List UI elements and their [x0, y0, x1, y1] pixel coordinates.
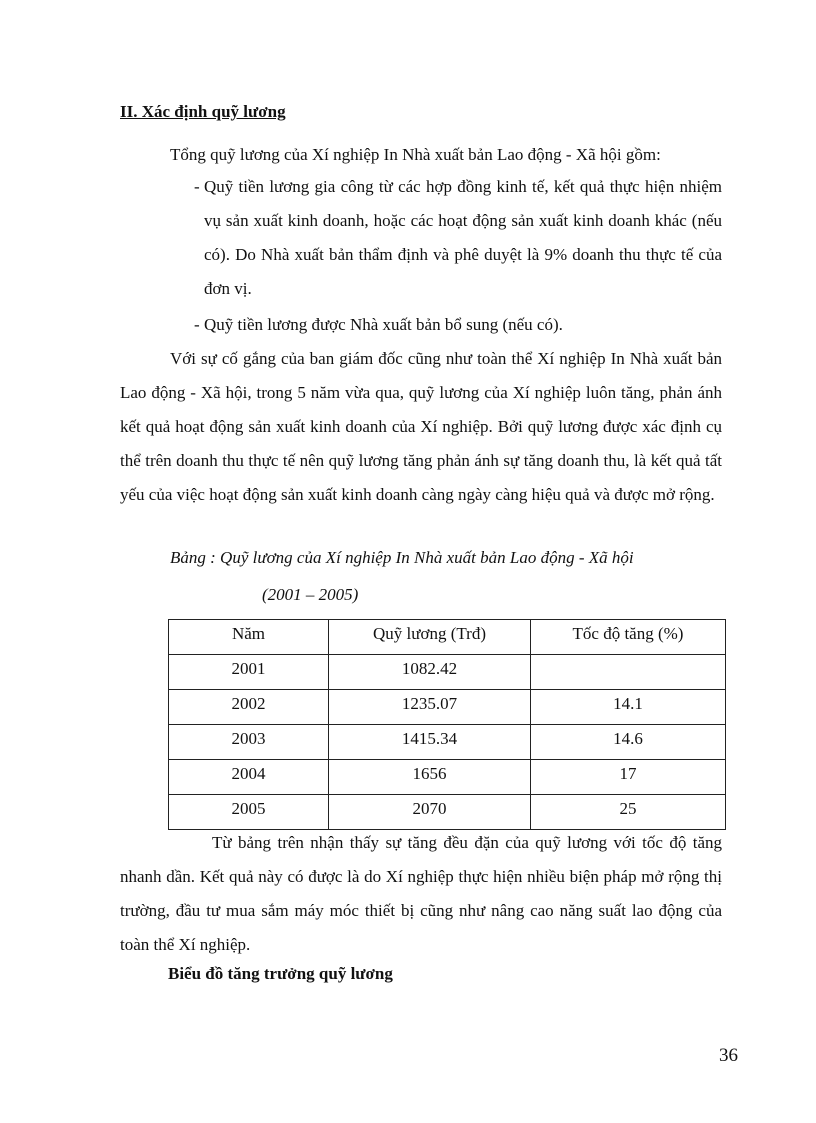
bullet-item-1 [194, 170, 722, 306]
table-caption: Bảng : Quỹ lương của Xí nghiệp In Nhà xuất bản Lao động - Xã hội [170, 548, 634, 567]
table-header-row [169, 620, 726, 655]
cell-year: 2004 [169, 760, 329, 795]
chart-subheading: Biểu đồ tăng trưởng quỹ lương [168, 964, 393, 983]
bullet-dash: - [194, 315, 200, 334]
cell-year: 2005 [169, 795, 329, 830]
bullet-text-1: Quỹ tiền lương gia công từ các hợp đồng kinh tế, kết quả thực hiện nhiệm vụ sản xuất kinh doanh, hoặc các hoạt động sản xuất kinh doanh khác (nếu có). Do Nhà xuất bản thẩm định và phê duyệt là 9% doanh thu thực tế của đơn vị. [204, 177, 722, 298]
salary-fund-table [168, 619, 726, 830]
table-row [169, 795, 726, 830]
table-row [169, 725, 726, 760]
conclusion-paragraph: Từ bảng trên nhận thấy sự tăng đều đặn của quỹ lương với tốc độ tăng nhanh dần. Kết quả này có được là do Xí nghiệp thực hiện nhiều biện pháp mở rộng thị trường, đầu tư mua sắm máy móc thiết bị cũng như nâng cao năng suất lao động của toàn thể Xí nghiệp. [120, 833, 722, 954]
cell-fund: 1235.07 [329, 690, 531, 725]
intro-paragraph: Tổng quỹ lương của Xí nghiệp In Nhà xuất bản Lao động - Xã hội gồm: [170, 145, 661, 164]
main-paragraph: Với sự cố gắng của ban giám đốc cũng như toàn thể Xí nghiệp In Nhà xuất bản Lao động - Xã hội, trong 5 năm vừa qua, quỹ lương của Xí nghiệp luôn tăng, phản ánh kết quả hoạt động sản xuất kinh doanh của Xí nghiệp. Bởi quỹ lương được xác định cụ thể trên doanh thu thực tế nên quỹ lương tăng phản ánh sự tăng doanh thu, là kết quả tất yếu của việc hoạt động sản xuất kinh doanh càng ngày càng hiệu quả và được mở rộng. [120, 349, 722, 504]
cell-fund: 1082.42 [329, 655, 531, 690]
cell-growth: 14.6 [531, 725, 726, 760]
table-row [169, 760, 726, 795]
header-year: Năm [169, 620, 329, 655]
cell-year: 2001 [169, 655, 329, 690]
cell-year: 2002 [169, 690, 329, 725]
bullet-dash: - [194, 177, 200, 196]
cell-fund: 1656 [329, 760, 531, 795]
cell-growth: 25 [531, 795, 726, 830]
table-caption-years: (2001 – 2005) [262, 585, 359, 604]
cell-fund: 1415.34 [329, 725, 531, 760]
bullet-text-2: Quỹ tiền lương được Nhà xuất bản bổ sung (nếu có). [204, 315, 563, 334]
cell-growth [531, 655, 726, 690]
cell-growth: 17 [531, 760, 726, 795]
bullet-item-2 [194, 308, 722, 342]
table-row [169, 690, 726, 725]
table-row [169, 655, 726, 690]
page-number: 36 [719, 1045, 738, 1066]
cell-growth: 14.1 [531, 690, 726, 725]
header-fund: Quỹ lương (Trđ) [329, 620, 531, 655]
header-growth: Tốc độ tăng (%) [531, 620, 726, 655]
cell-fund: 2070 [329, 795, 531, 830]
section-heading: II. Xác định quỹ lương [120, 102, 286, 121]
cell-year: 2003 [169, 725, 329, 760]
